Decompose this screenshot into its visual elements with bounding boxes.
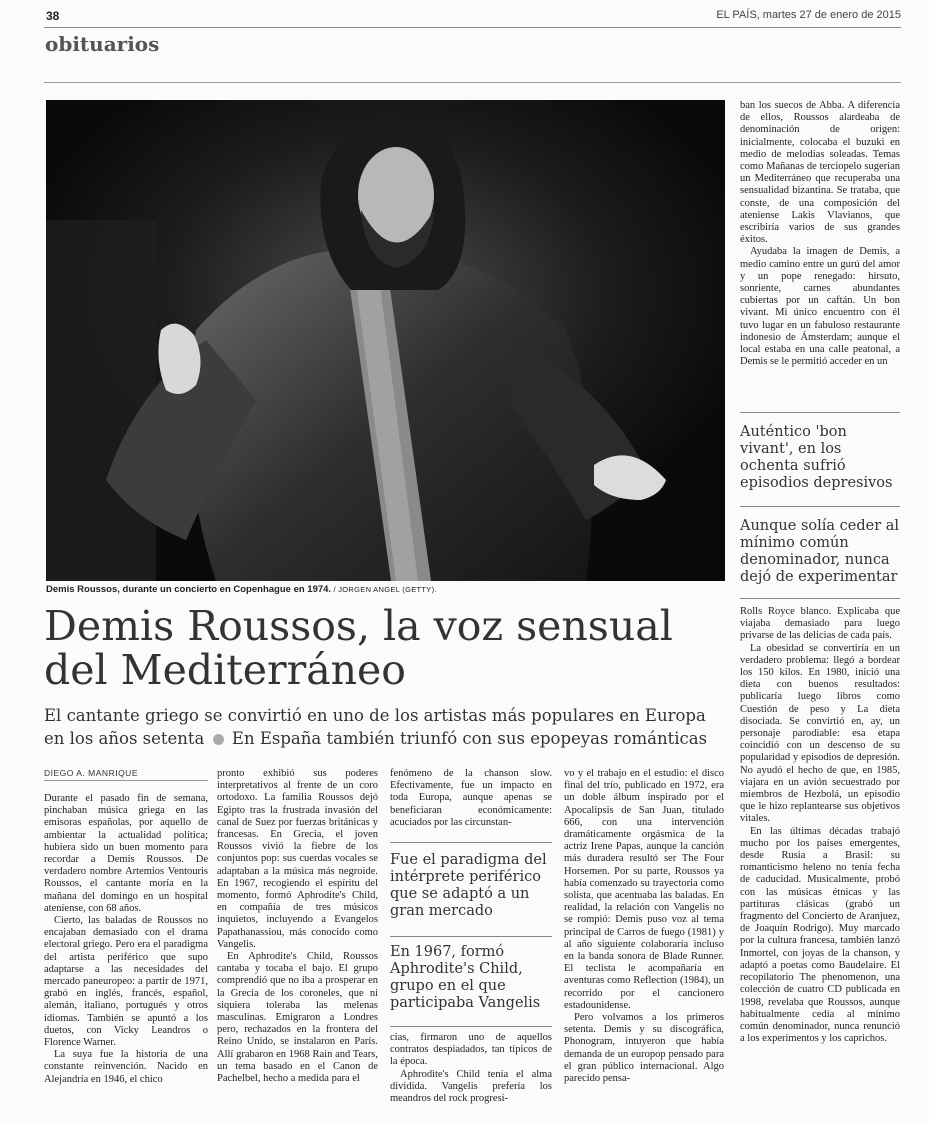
pull-quote-3: Auténtico 'bon vivant', en los ochenta sufrió episodios depresivos — [740, 424, 893, 491]
byline: DIEGO A. MANRIQUE — [44, 768, 208, 781]
paragraph: Cierto, las baladas de Roussos no encajaban demasiado con el drama electoral griego. Pero era el paradigma del artista periférico que supo adaptarse a las necesidades del mercado paneuropeo: a partir de 1971, grabó en inglés, francés, español, alemán, italiano, portugués y otros idiomas. También se apuntó a los duetos, con Vicky Leandros o Florence Warner. — [44, 915, 208, 1049]
article-headline — [44, 604, 724, 692]
paragraph: Durante el pasado fin de semana, pinchaban música griega en las emisoras españolas, por aquello de ambientar la actualidad política; hubiera sido un buen momento para recordar a Demis Roussos. De verdadero nombre Artemios Ventouris Roussos, el cantante moría en la mañana del domingo en un hospital ateniense, con 68 años. — [44, 793, 208, 914]
paragraph: La obesidad se convertiría en un verdadero problema: llegó a bordear los 150 kilos. En 1980, inició una dieta con buenos resultados: publicaría luego libros como Cuestión de peso y La dieta disociada. Se convirtió en, ay, un personaje parodiable: esa etapa coincidió con un descenso de su popularidad y episodios de depresión. No ayudó el hecho de que, en 1985, viajara en un avión secuestrado por miembros de Hezbolá, un episodio que le hizo replantearse sus objetivos vitales. — [740, 642, 900, 825]
section-title: obituarios — [45, 32, 160, 56]
column-3-bottom — [390, 1032, 552, 1105]
paragraph: Pero volvamos a los primeros setenta. Demis y su discográfica, Phonogram, intuyeron que había demanda de un europop pensado para el gran público internacional. Algo parecido pensa- — [564, 1012, 724, 1085]
paragraph: La suya fue la historia de una constante reinvención. Nacido en Alejandría en 1946, el chico — [44, 1049, 208, 1085]
headline-line-1: Demis Roussos, la voz sensual — [44, 602, 673, 650]
column-5-bottom — [740, 606, 900, 1045]
photo-caption — [46, 584, 726, 595]
photo-credit: / JORGEN ANGEL (GETTY). — [331, 585, 437, 594]
paragraph: ban los suecos de Abba. A diferencia de ellos, Roussos alardeaba de denominación de origen: inicialmente, colocaba el buzuki en medio de melodías soleadas. Temas como Mañanas de terciopelo sugerían un Mediterráneo que recuperaba una sensualidad bizantina. Se trataba, que conste, de una composición del ateniense Lakis Vlavianos, que escribiría varios de sus grandes éxitos. — [740, 100, 900, 246]
subhead-line-2a: en los años setenta — [44, 729, 205, 748]
caption-text: Demis Roussos, durante un concierto en Copenhague en 1974. — [46, 584, 332, 595]
quote-rule — [740, 412, 900, 413]
concert-photo — [46, 100, 725, 581]
column-5-top — [740, 100, 900, 368]
paragraph: Ayudaba la imagen de Demis, a medio camino entre un gurú del amor y un pope renegado: hirsuto, sonriente, carnes abundantes cubiertas por un caftán. Un bon vivant. Mi único encuentro con él tuvo lugar en un fabuloso restaurante indonesio de Ámsterdam; aunque el local estaba en una calle peatonal, a Demis se le permitió acceder en un — [740, 246, 900, 368]
column-4 — [564, 768, 724, 1085]
paragraph: En Aphrodite's Child, Roussos cantaba y tocaba el bajo. El grupo comprendió que no iba a prosperar en la Grecia de los coroneles, que ni siquiera toleraba las melenas masculinas. Emigraron a Londres pero, rechazados en la frontera del Reino Unido, se instalaron en París. Allí grabaron en 1968 Rain and Tears, un tema basado en el Canon de Pachelbel, hecho a medida para el — [217, 951, 378, 1085]
quote-rule — [740, 506, 900, 507]
column-1 — [44, 793, 208, 1086]
subhead-line-1: El cantante griego se convirtió en uno de los artistas más populares en Europa — [44, 706, 706, 725]
subhead-line-2b: En España también triunfó con sus epopeyas románticas — [231, 729, 708, 748]
paragraph: En las últimas décadas trabajó mucho por los países emergentes, desde Rusia a Brasil: su romanticismo heleno no tenía fecha de caducidad. Musicalmente, probó con las músicas étnicas y las partituras clásicas (grabó un fragmento del Concierto de Aranjuez, de Joaquín Rodrigo). Muy marcado por la cultura francesa, también lanzó Inmortel, con joyas de la chanson, y adaptó a poetas como Baudelaire. El recopilatorio The phenomenon, una colección de cuatro CD publicada en 1998, revelaba que Roussos, aunque habitualmente cedía al mínimo común denominador, nunca renunció a los experimentos y los caprichos. — [740, 825, 900, 1045]
page-number: 38 — [46, 9, 60, 23]
paragraph: Rolls Royce blanco. Explicaba que viajaba demasiado para luego privarse de las delicias de cada país. — [740, 606, 900, 642]
publication-date: EL PAÍS, martes 27 de enero de 2015 — [716, 9, 901, 21]
headline-line-2: del Mediterráneo — [44, 646, 406, 694]
paragraph: vo y el trabajo en el estudio: el disco final del trío, publicado en 1972, era un doble álbum inspirado por el Apocalipsis de San Juan, titulado 666, con una intervención dramáticamente orgásmica de la actriz Irene Papas, aunque la canción más duradera resultó ser The Four Horsemen. Por su parte, Roussos ya había comenzado su trayectoria como solista, que acentuaba las baladas. En realidad, la relación con Vangelis no se rompió: Demis puso voz al tema principal de Carros de fuego (1981) y al año siguiente colaboraría incluso en la banda sonora de Blade Runner. El teclista le acompañaría en aventuras como Reflection (1984), un recorrido por el cancionero estadounidense. — [564, 768, 724, 1011]
quote-rule — [390, 842, 552, 843]
bullet-dot-icon — [213, 734, 224, 745]
quote-rule — [740, 598, 900, 599]
singer-illustration — [46, 100, 725, 581]
paragraph: pronto exhibió sus poderes interpretativos al frente de un coro ortodoxo. La familia Roussos dejó Egipto tras la frustrada invasión del canal de Suez por fuerzas británicas y francesas. En Grecia, el joven Roussos vivió la fiebre de los conjuntos pop: sus cuerdas vocales se adaptaban a la música más negroide. En 1967, recogiendo el espíritu del momento, formó Aphrodite's Child, en compañía de tres músicos inquietos, incluyendo a Evangelos Papathanassiou, más conocido como Vangelis. — [217, 768, 378, 950]
paragraph: fenómeno de la chanson slow. Efectivamente, fue un impacto en toda Europa, aunque apenas se beneficiaran económicamente: acuciados por las circunstan- — [390, 768, 552, 828]
pull-quote-1: Fue el paradigma del intérprete periférico que se adaptó a un gran mercado — [390, 852, 547, 919]
quote-rule — [390, 936, 552, 937]
column-2 — [217, 768, 378, 1085]
pull-quote-2: En 1967, formó Aphrodite's Child, grupo en el que participaba Vangelis — [390, 944, 541, 1011]
article-subhead — [44, 704, 734, 750]
pull-quote-4: Aunque solía ceder al mínimo común denominador, nunca dejó de experimentar — [740, 518, 900, 585]
paragraph: cias, firmaron uno de aquellos contratos despiadados, tan típicos de la época. — [390, 1032, 552, 1068]
section-rule — [44, 82, 901, 83]
paragraph: Aphrodite's Child tenía el alma dividida. Vangelis prefería los meandros del rock progresi- — [390, 1068, 552, 1105]
header-rule — [44, 27, 901, 28]
column-3-top — [390, 768, 552, 829]
quote-rule — [390, 1026, 552, 1027]
